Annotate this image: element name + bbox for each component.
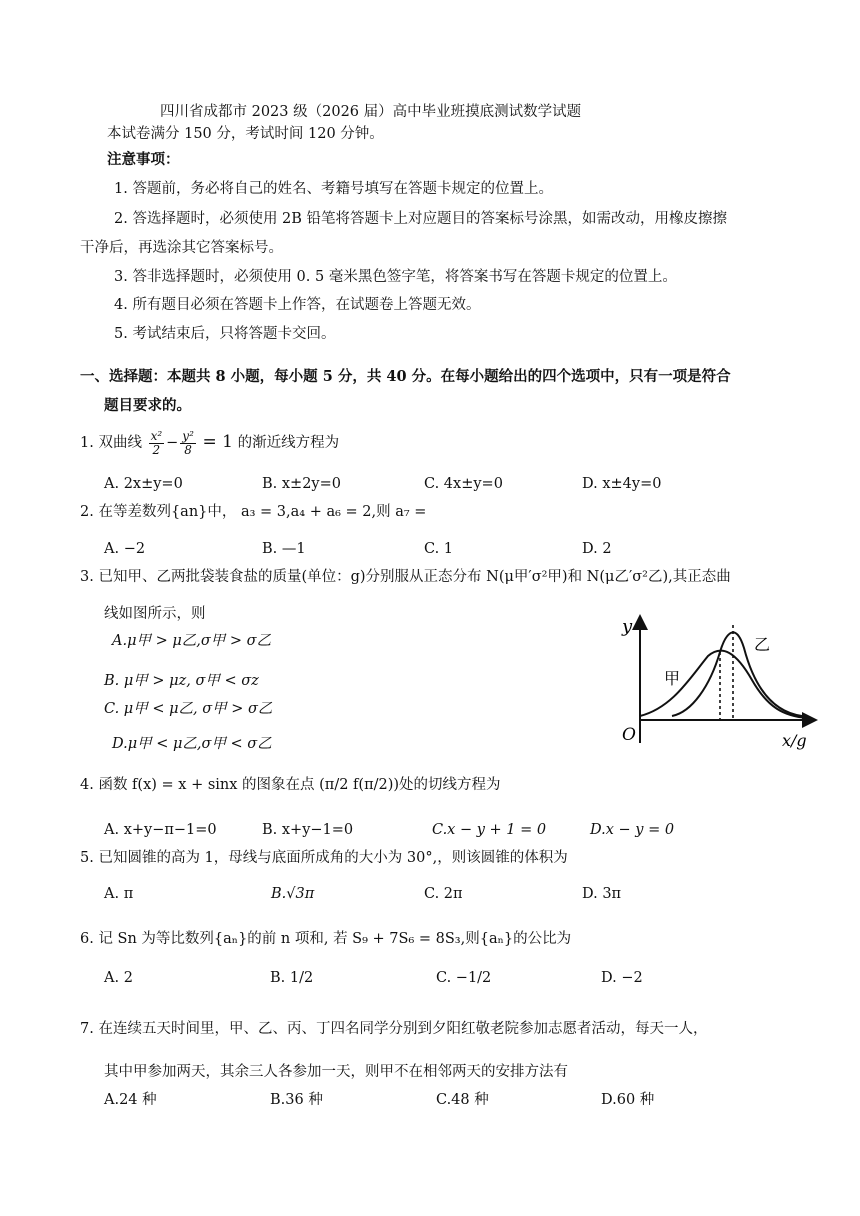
q2-option-d: D. 2 — [582, 541, 612, 557]
q5-option-b: B.√3π — [271, 886, 315, 902]
q4-option-a: A. x+y−π−1=0 — [104, 822, 217, 838]
q3-option-a: A.μ甲 > μ乙,σ甲 > σ乙 — [112, 633, 272, 649]
q2-option-c: C. 1 — [424, 541, 454, 557]
q3-option-b: B. μ甲 > μz, σ甲 < σz — [104, 673, 259, 689]
y-axis-label: y — [622, 616, 633, 637]
section-heading: 一、选择题：本题共 8 小题，每小题 5 分，共 40 分。在每小题给出的四个选项中，只有一项是符合 — [80, 368, 731, 385]
q6-option-c: C. −1/2 — [436, 970, 492, 986]
q1-fraction-1: $\frac{\text{x²}}{2}$ — [150, 428, 163, 457]
q3-option-c: C. μ甲 < μ乙, σ甲 > σ乙 — [104, 701, 273, 717]
notice-item: 2. 答选择题时，必须使用 2B 铅笔将答题卡上对应题目的答案标号涂黑，如需改动，用橡皮擦擦 — [114, 211, 728, 227]
q4-option-b: B. x+y−1=0 — [262, 822, 354, 838]
q1-option-c: C. 4x±y=0 — [424, 476, 503, 492]
q7-option-a: A.24 种 — [104, 1092, 157, 1108]
q6-option-a: A. 2 — [104, 970, 133, 986]
notice-heading: 注意事项： — [107, 151, 180, 168]
notice-item: 5. 考试结束后，只将答题卡交回。 — [114, 326, 336, 342]
q1-option-b: B. x±2y=0 — [262, 476, 341, 492]
exam-intro: 本试卷满分 150 分，考试时间 120 分钟。 — [107, 126, 384, 142]
curve-yi-label: 乙 — [754, 635, 771, 654]
curve-jia-label: 甲 — [664, 669, 681, 688]
exam-title: 四川省成都市 2023 级（2026 届）高中毕业班摸底测试数学试题 — [160, 104, 582, 120]
q7-option-b: B.36 种 — [270, 1092, 323, 1108]
q2-option-a: A. −2 — [104, 541, 146, 557]
q3-option-d: D.μ甲 < μ乙,σ甲 < σ乙 — [112, 736, 272, 752]
q5-option-a: A. π — [104, 886, 134, 902]
q5-option-c: C. 2π — [424, 886, 463, 902]
normal-distribution-figure — [612, 608, 822, 753]
q1-minus: − — [166, 435, 179, 451]
q6-option-d: D. −2 — [601, 970, 643, 986]
x-axis-label: x/g — [782, 731, 807, 750]
question-3: 3. 已知甲、乙两批袋装食盐的质量(单位：g)分别服从正态分布 N(μ甲′σ²甲)和 N(μ乙′σ²乙),其正态曲 — [80, 569, 731, 585]
q7-option-c: C.48 种 — [436, 1092, 489, 1108]
q2-option-b: B. —1 — [262, 541, 306, 557]
question-4: 4. 函数 f(x) = x + sinx 的图象在点 (π/2 f(π/2))处的切线方程为 — [80, 777, 501, 793]
q1-equals: = 1 — [202, 432, 233, 452]
q1-suffix: 的渐近线方程为 — [237, 435, 340, 451]
q4-option-d: D.x − y = 0 — [590, 822, 675, 838]
notice-item: 3. 答非选择题时，必须使用 0. 5 毫米黑色签字笔，将答案书写在答题卡规定的位置上。 — [114, 269, 677, 285]
section-heading-continued: 题目要求的。 — [104, 397, 191, 414]
q1-prefix: 1. 双曲线 — [80, 435, 142, 451]
q6-option-b: B. 1/2 — [270, 970, 314, 986]
question-5: 5. 已知圆锥的高为 1，母线与底面所成角的大小为 30°,，则该圆锥的体积为 — [80, 850, 568, 866]
q7-option-d: D.60 种 — [601, 1092, 655, 1108]
origin-label: O — [622, 725, 636, 745]
question-7: 7. 在连续五天时间里，甲、乙、丙、丁四名同学分别到夕阳红敬老院参加志愿者活动，每天一人， — [80, 1021, 708, 1037]
curve-yi — [672, 632, 802, 716]
q1-fraction-2: $\frac{\text{y²}}{8}$ — [182, 428, 194, 457]
question-7-continued: 其中甲参加两天，其余三人各参加一天，则甲不在相邻两天的安排方法有 — [104, 1064, 568, 1080]
q4-option-c: C.x − y + 1 = 0 — [432, 822, 547, 838]
question-3-continued: 线如图所示，则 — [104, 606, 206, 622]
question-1 — [80, 428, 339, 457]
notice-item-continued: 干净后，再选涂其它答案标号。 — [80, 240, 283, 256]
q5-option-d: D. 3π — [582, 886, 622, 902]
question-6: 6. 记 Sn 为等比数列{aₙ}的前 n 项和, 若 S₉ + 7S₆ = 8S₃,则{aₙ}的公比为 — [80, 931, 572, 947]
q1-option-a: A. 2x±y=0 — [104, 476, 183, 492]
notice-item: 1. 答题前，务必将自己的姓名、考籍号填写在答题卡规定的位置上。 — [114, 181, 553, 197]
q1-option-d: D. x±4y=0 — [582, 476, 662, 492]
notice-item: 4. 所有题目必须在答题卡上作答，在试题卷上答题无效。 — [114, 297, 481, 313]
question-2: 2. 在等差数列{an}中， a₃ = 3,a₄ + a₆ = 2,则 a₇ = — [80, 504, 427, 520]
